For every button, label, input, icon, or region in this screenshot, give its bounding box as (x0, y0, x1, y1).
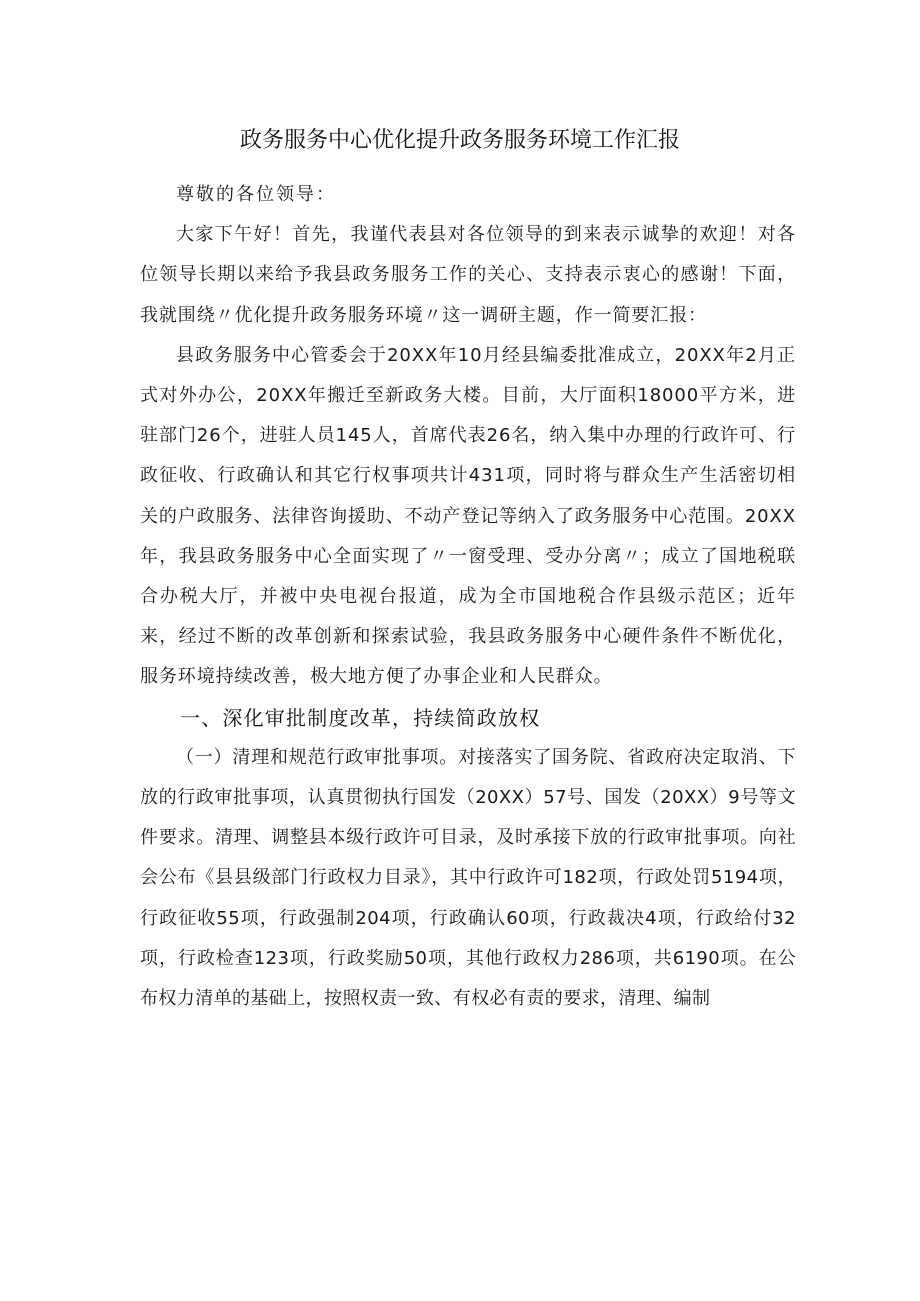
subsection-paragraph: （一）清理和规范行政审批事项。对接落实了国务院、省政府决定取消、下放的行政审批事项，认真贯彻执行国发（20XX）57号、国发（20XX）9号等文件要求。清理、调整县本级行政许可目录，及时承接下放的行政审批事项。向社会公布《县县级部门行政权力目录》，其中行政许可182项，行政处罚5194项，行政征收55项，行政强制204项，行政确认60项，行政裁决4项，行政给付32项，行政检查123项，行政奖励50项，其他行政权力286项，共6190项。在公布权力清单的基础上，按照权责一致、有权必有责的要求，清理、编制 (140, 746, 796, 1010)
intro-paragraph: 大家下午好！首先，我谨代表县对各位领导的到来表示诚挚的欢迎！对各位领导长期以来给予我县政务服务工作的关心、支持表示衷心的感谢！下面，我就围绕〃优化提升政务服务环境〃这一调研主题，作一简要汇报： (140, 224, 796, 326)
document-title: 政务服务中心优化提升政务服务环境工作汇报 (239, 128, 680, 153)
document-body (140, 175, 796, 1019)
overview-paragraph: 县政务服务中心管委会于20XX年10月经县编委批准成立，20XX年2月正式对外办公，20XX年搬迁至新政务大楼。目前，大厅面积18000平方米，进驻部门26个，进驻人员145人，首席代表26名，纳入集中办理的行政许可、行政征收、行政确认和其它行权事项共计431项，同时将与群众生产生活密切相关的户政服务、法律咨询援助、不动产登记等纳入了政务服务中心范围。20XX年，我县政务服务中心全面实现了〃一窗受理、受办分离〃；成立了国地税联合办税大厅，并被中央电视台报道，成为全市国地税合作县级示范区；近年来，经过不断的改革创新和探索试验，我县政务服务中心硬件条件不断优化，服务环境持续改善，极大地方便了办事企业和人民群众。 (140, 344, 796, 688)
salutation: 尊敬的各位领导： (176, 184, 336, 205)
section-heading: 一、深化审批制度改革，持续简政放权 (180, 705, 541, 730)
